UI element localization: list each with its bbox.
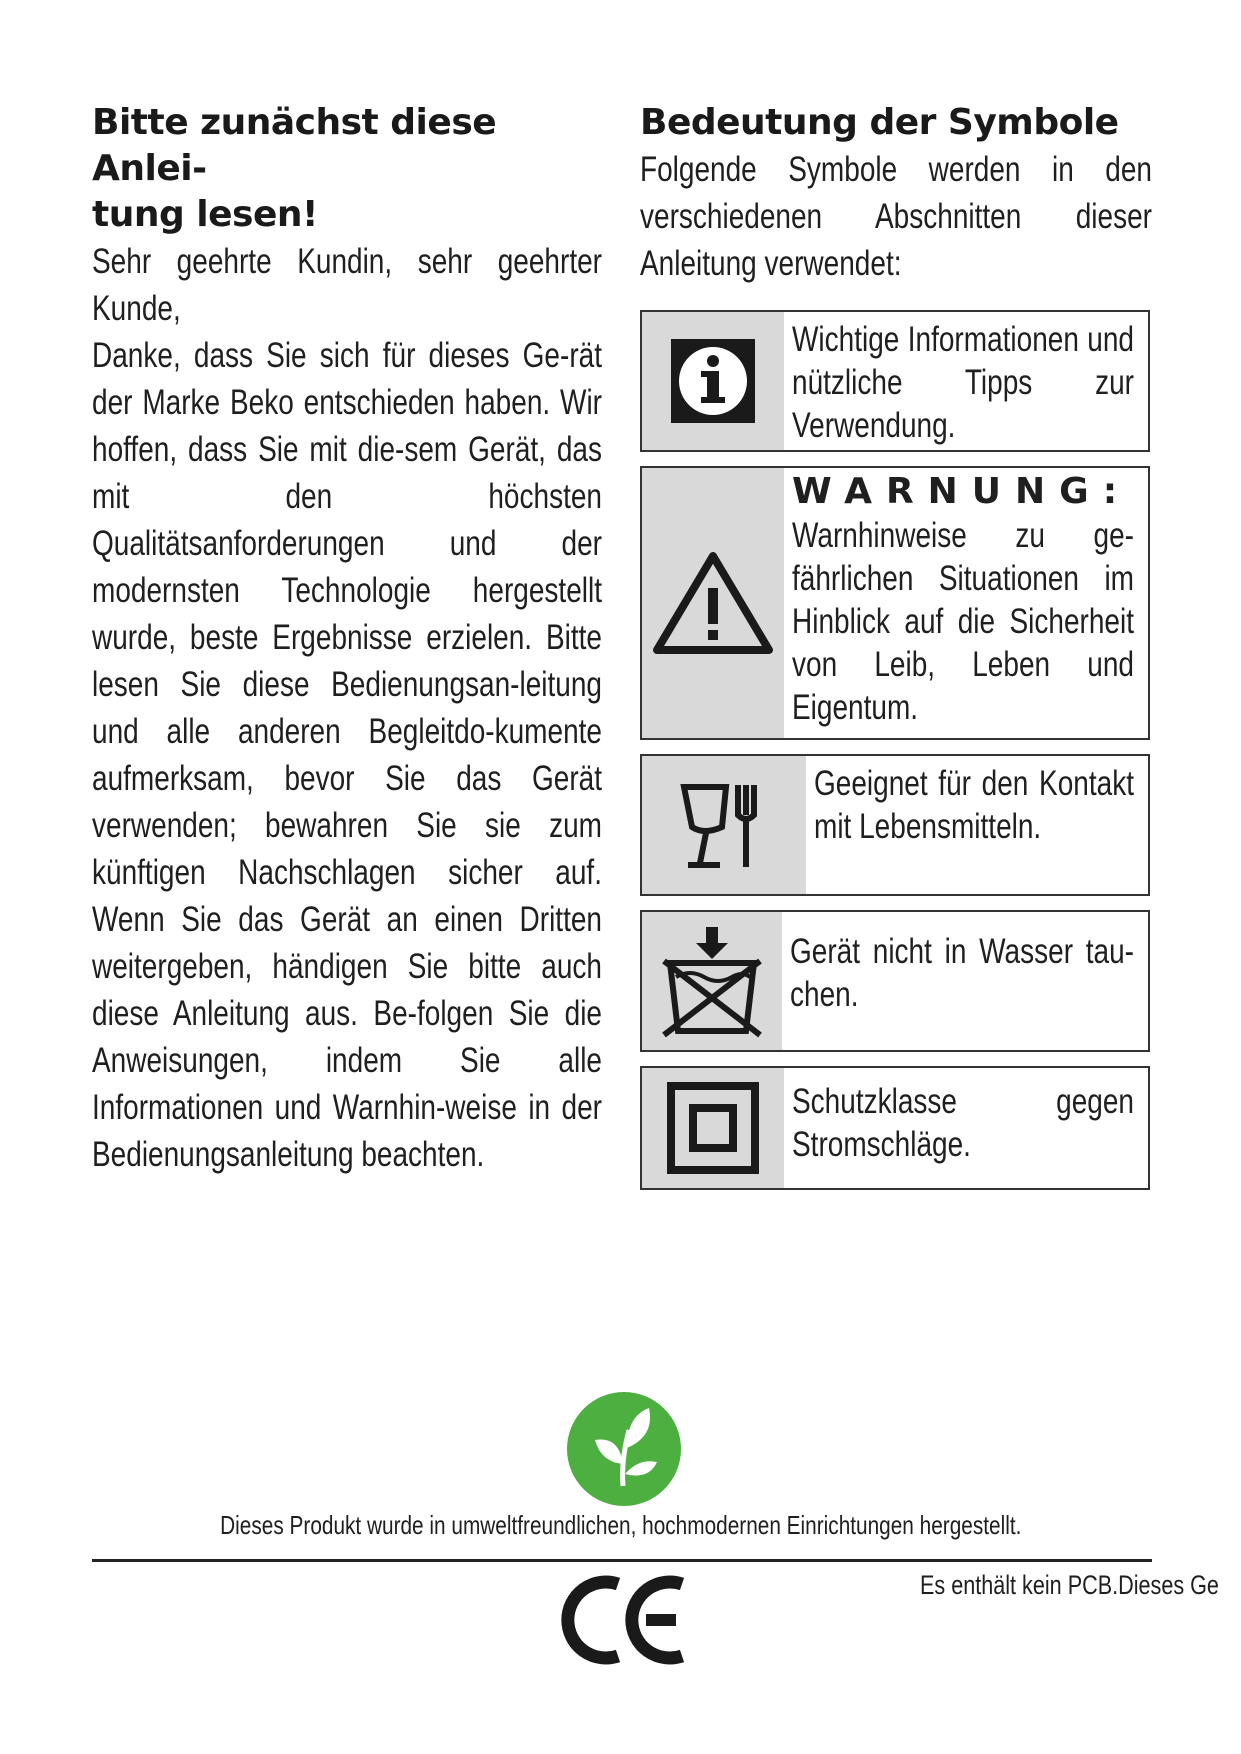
symbol-box-protection [640, 1066, 1150, 1190]
symbol-text-food: Geeignet für den Kontakt mit Lebensmitteln. [814, 764, 1134, 846]
food-contact-icon [642, 756, 806, 894]
warning-heading: WARNUNG: [792, 471, 1132, 512]
symbol-box-food [640, 754, 1150, 896]
intro-heading-line2: tung lesen! [92, 194, 318, 235]
symbols-intro [640, 146, 1152, 287]
ce-mark-icon [560, 1572, 690, 1668]
pcb-notice: Es enthält kein PCB.Dieses Ge [920, 1570, 1219, 1600]
symbol-text-info: Wichtige Informationen und nützliche Tipps zur Verwendung. [792, 320, 1134, 445]
symbol-box-warning [640, 466, 1150, 740]
symbol-text-warning: WARNUNG: Warnhinweise zu ge-fährlichen Situationen im Hinblick auf die Sicherheit von Leib, Leben und Eigentum. [792, 471, 1134, 727]
thanks-paragraph: Danke, dass Sie sich für dieses Ge-rät der Marke Beko entschieden haben. Wir hoffen, dass Sie mit die-sem Gerät, das mit den höchsten Qualitätsanforderungen und der modernsten Technologie hergestellt wurde, beste Ergebnisse erzielen. Bitte lesen Sie diese Bedienungsan-leitung und alle anderen Begleitdo-kumente aufmerksam, bevor Sie das Gerät verwenden; bewahren Sie sie zum künftigen Nachschlagen sicher auf. Wenn Sie das Gerät an einen Dritten weitergeben, händigen Sie bitte auch diese Anleitung aus. Be-folgen Sie die Anweisungen, indem Sie alle Informationen und Warnhin-weise in der Bedienungsanleitung beachten. [92, 336, 602, 1174]
double-insulation-icon [642, 1068, 784, 1188]
info-icon [642, 312, 784, 450]
eco-production-note: Dieses Produkt wurde in umweltfreundlichen, hochmodernen Einrichtungen hergestellt. [219, 1510, 1022, 1540]
symbols-heading: Bedeutung der Symbole [640, 102, 1119, 143]
intro-heading-line1: Bitte zunächst diese Anlei- [92, 102, 497, 189]
symbol-box-info [640, 310, 1150, 452]
no-immersion-icon [642, 912, 782, 1050]
intro-section [92, 100, 602, 1178]
symbols-intro-text: Folgende Symbole werden in den verschiedenen Abschnitten dieser Anleitung verwendet: [640, 150, 1152, 283]
intro-heading [92, 100, 602, 238]
salutation-paragraph: Sehr geehrte Kundin, sehr geehrter Kunde, [92, 242, 602, 328]
footer-divider [92, 1559, 1152, 1562]
intro-body [92, 238, 602, 1178]
symbol-box-water [640, 910, 1150, 1052]
leaf-eco-icon [565, 1390, 683, 1508]
warning-triangle-icon [642, 468, 784, 738]
symbol-text-water: Gerät nicht in Wasser tau-chen. [790, 932, 1134, 1014]
symbol-text-protection: Schutzklasse gegen Stromschläge. [792, 1082, 1134, 1164]
symbols-section [640, 100, 1152, 1164]
